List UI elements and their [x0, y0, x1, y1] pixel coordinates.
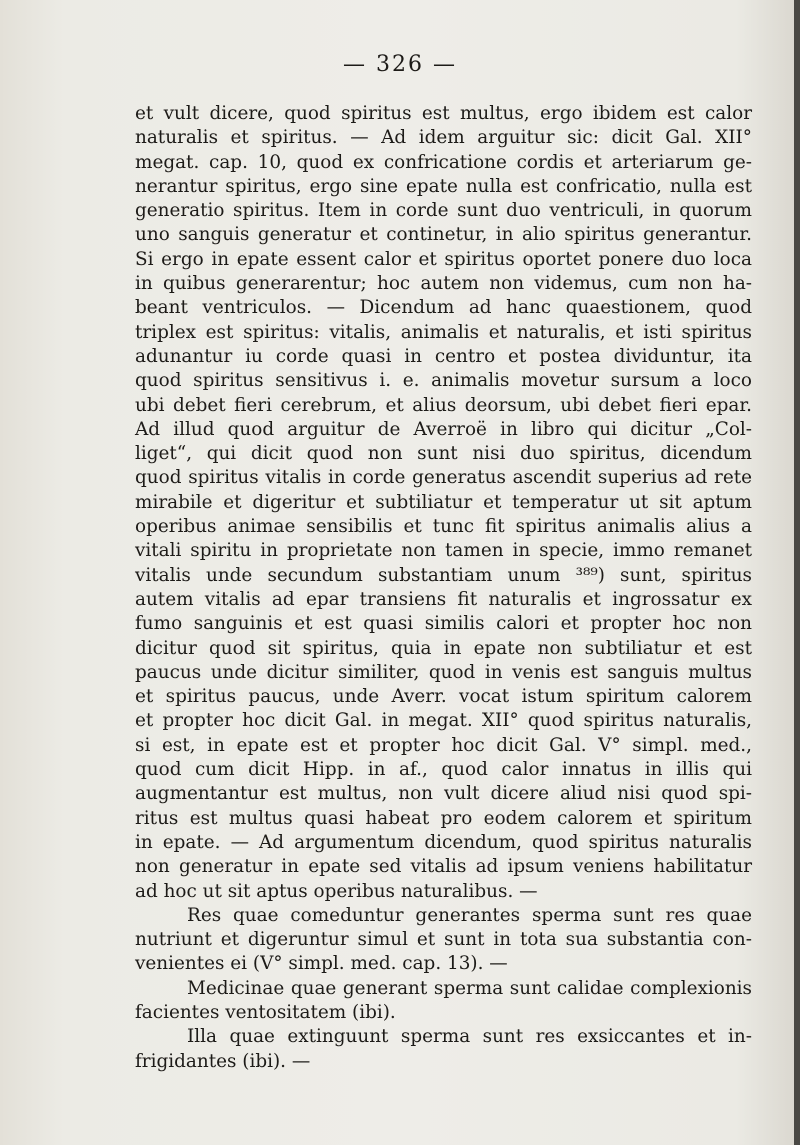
text-line: autem vitalis ad epar transiens fit naturalis et ingrossatur ex: [135, 588, 752, 610]
text-line: ad hoc ut sit aptus operibus naturalibus. —: [135, 880, 538, 902]
text-line: mirabile et digeritur et subtiliatur et temperatur ut sit aptum: [135, 491, 752, 513]
text-line: Si ergo in epate essent calor et spiritus oportet ponere duo loca: [135, 248, 752, 270]
text-line: et spiritus paucus, unde Averr. vocat istum spiritum calorem: [135, 686, 752, 708]
text-line: non generatur in epate sed vitalis ad ipsum veniens habilitatur: [135, 856, 752, 878]
text-line: ritus est multus quasi habeat pro eodem calorem et spiritum: [135, 807, 752, 829]
text-line: uno sanguis generatur et continetur, in alio spiritus generantur.: [135, 224, 752, 246]
text-line: Illa quae extinguunt sperma sunt res exsiccantes et in-: [187, 1026, 752, 1048]
text-line: et propter hoc dicit Gal. in megat. XII° quod spiritus naturalis,: [135, 710, 752, 732]
text-line: Medicinae quae generant sperma sunt calidae complexionis: [187, 977, 752, 999]
text-line: ubi debet fieri cerebrum, et alius deorsum, ubi debet fieri epar.: [135, 394, 752, 416]
text-line: fumo sanguinis et est quasi similis calori et propter hoc non: [135, 613, 752, 635]
text-line: augmentantur est multus, non vult dicere aliud nisi quod spi-: [135, 783, 752, 805]
text-line: paucus unde dicitur similiter, quod in venis est sanguis multus: [135, 661, 752, 683]
text-line: Res quae comeduntur generantes sperma sunt res quae: [187, 904, 752, 926]
text-line: nerantur spiritus, ergo sine epate nulla est confricatio, nulla est: [135, 175, 752, 197]
text-line: vitali spiritu in proprietate non tamen in specie, immo remanet: [135, 540, 752, 562]
text-line: Ad illud quod arguitur de Averroë in libro qui dicitur „Col-: [135, 418, 752, 440]
text-line: facientes ventositatem (ibi).: [135, 1001, 396, 1023]
text-line: liget“, qui dicit quod non sunt nisi duo spiritus, dicendum: [135, 443, 752, 465]
text-line: generatio spiritus. Item in corde sunt duo ventriculi, in quorum: [135, 200, 752, 222]
text-line: megat. cap. 10, quod ex confricatione cordis et arteriarum ge-: [135, 151, 752, 173]
text-line: quod spiritus sensitivus i. e. animalis movetur sursum a loco: [135, 370, 752, 392]
text-line: beant ventriculos. — Dicendum ad hanc quaestionem, quod: [135, 297, 752, 319]
text-line: venientes ei (V° simpl. med. cap. 13). —: [135, 953, 508, 975]
page-edge-shadow: [794, 0, 800, 1145]
body-text: [135, 102, 752, 1074]
text-line: nutriunt et digeruntur simul et sunt in tota sua substantia con-: [135, 929, 752, 951]
text-line: et vult dicere, quod spiritus est multus, ergo ibidem est calor: [135, 103, 752, 124]
text-line: dicitur quod sit spiritus, quia in epate non subtiliatur et est: [135, 637, 752, 659]
text-line: in epate. — Ad argumentum dicendum, quod spiritus naturalis: [135, 831, 752, 853]
text-line: naturalis et spiritus. — Ad idem arguitur sic: dicit Gal. XII°: [135, 127, 752, 149]
text-line: quod cum dicit Hipp. in af., quod calor innatus in illis qui: [135, 759, 752, 781]
text-line: frigidantes (ibi). —: [135, 1050, 311, 1072]
text-line: triplex est spiritus: vitalis, animalis et naturalis, et isti spiritus: [135, 321, 752, 343]
text-line: quod spiritus vitalis in corde generatus ascendit superius ad rete: [135, 467, 752, 489]
text-line: vitalis unde secundum substantiam unum ³⁸⁹) sunt, spiritus: [135, 564, 752, 586]
page-number: — 326 —: [343, 52, 457, 77]
text-line: si est, in epate est et propter hoc dicit Gal. V° simpl. med.,: [135, 734, 752, 756]
text-line: adunantur iu corde quasi in centro et postea dividuntur, ita: [135, 345, 752, 367]
text-line: operibus animae sensibilis et tunc fit spiritus animalis alius a: [135, 516, 752, 538]
text-line: in quibus generarentur; hoc autem non videmus, cum non ha-: [135, 273, 752, 295]
